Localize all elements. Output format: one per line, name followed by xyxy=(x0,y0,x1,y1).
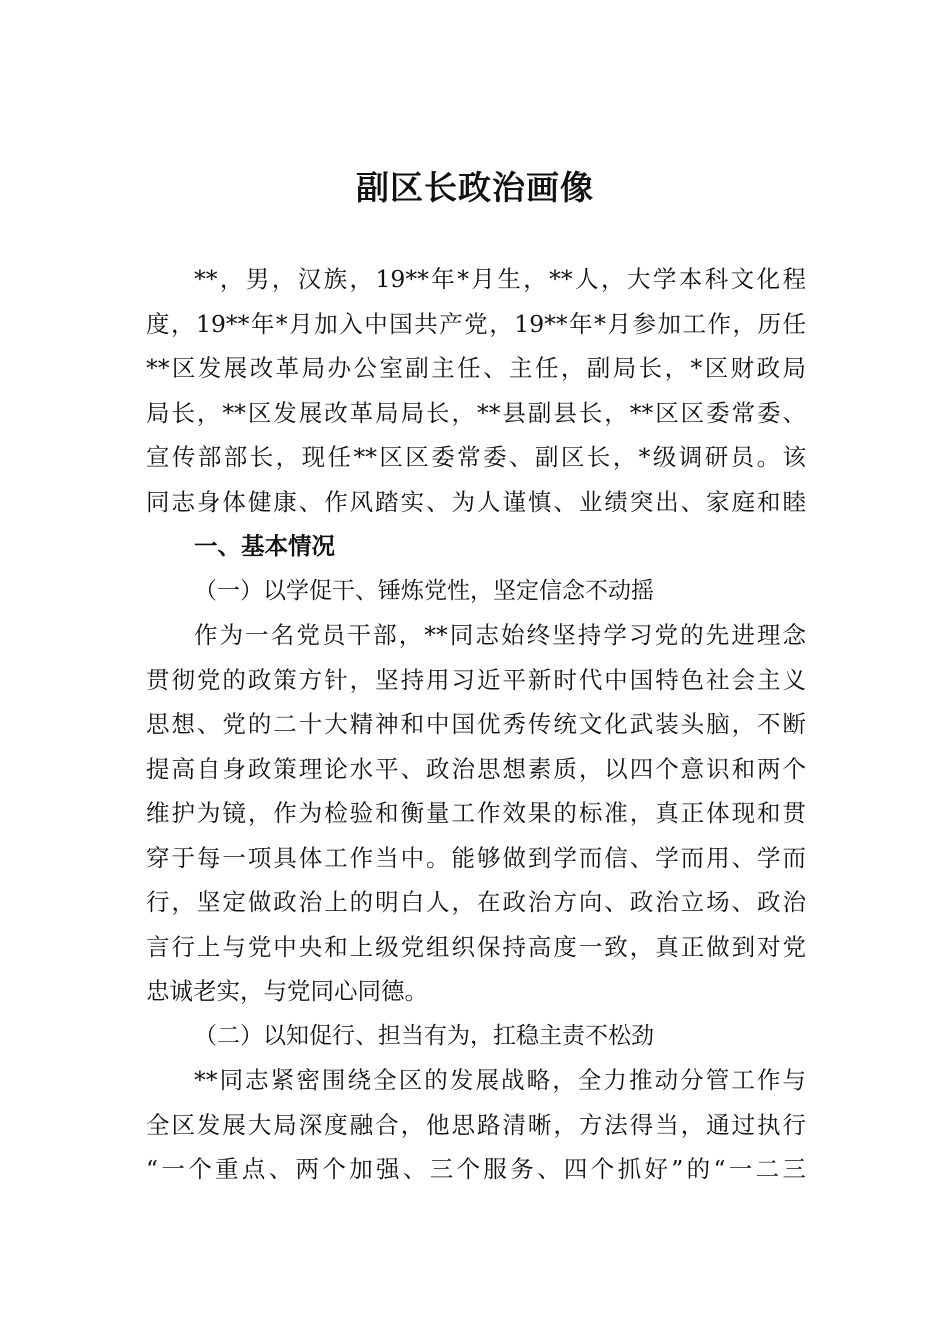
paragraph-line: 局长，**区发展改革局局长，**县副县长，**区区委常委、 xyxy=(146,399,806,427)
paragraph-line: 行，坚定做政治上的明白人，在政治方向、政治立场、政治 xyxy=(146,888,806,916)
paragraph-line: 忠诚老实，与党同心同德。 xyxy=(146,977,428,1005)
paragraph-line: **，男，汉族，19**年*月生，**人，大学本科文化程 xyxy=(194,265,806,293)
paragraph-line: **同志紧密围绕全区的发展战略，全力推动分管工作与 xyxy=(194,1066,806,1094)
paragraph-line: 贯彻党的政策方针，坚持用习近平新时代中国特色社会主义 xyxy=(146,666,806,694)
subsection-heading: （二）以知促行、担当有为，扛稳主责不松劲 xyxy=(194,1023,654,1049)
paragraph-line: 思想、党的二十大精神和中国优秀传统文化武装头脑，不断 xyxy=(146,710,806,738)
paragraph-line: 度，19**年*月加入中国共产党，19**年*月参加工作，历任 xyxy=(146,310,806,338)
paragraph-line: 全区发展大局深度融合，他思路清晰，方法得当，通过执行 xyxy=(146,1111,806,1139)
subsection-heading: （一）以学促干、锤炼党性，坚定信念不动摇 xyxy=(194,578,654,604)
document-title: 副区长政治画像 xyxy=(356,168,594,207)
section-heading: 一、基本情况 xyxy=(194,532,335,560)
paragraph-line: 宣传部部长，现任**区区委常委、副区长，*级调研员。该 xyxy=(146,443,806,471)
paragraph-line: 穿于每一项具体工作当中。能够做到学而信、学而用、学而 xyxy=(146,844,806,872)
paragraph-line: 同志身体健康、作风踏实、为人谨慎、业绩突出、家庭和睦 xyxy=(146,488,806,516)
paragraph-line: 维护为镜，作为检验和衡量工作效果的标准，真正体现和贯 xyxy=(146,799,806,827)
paragraph-line: 作为一名党员干部，**同志始终坚持学习党的先进理念 xyxy=(194,621,806,649)
paragraph-line: “一个重点、两个加强、三个服务、四个抓好”的“一二三 xyxy=(146,1155,806,1183)
paragraph-line: 言行上与党中央和上级党组织保持高度一致，真正做到对党 xyxy=(146,933,806,961)
paragraph-line: **区发展改革局办公室副主任、主任，副局长，*区财政局 xyxy=(146,354,806,382)
paragraph-line: 提高自身政策理论水平、政治思想素质，以四个意识和两个 xyxy=(146,755,806,783)
